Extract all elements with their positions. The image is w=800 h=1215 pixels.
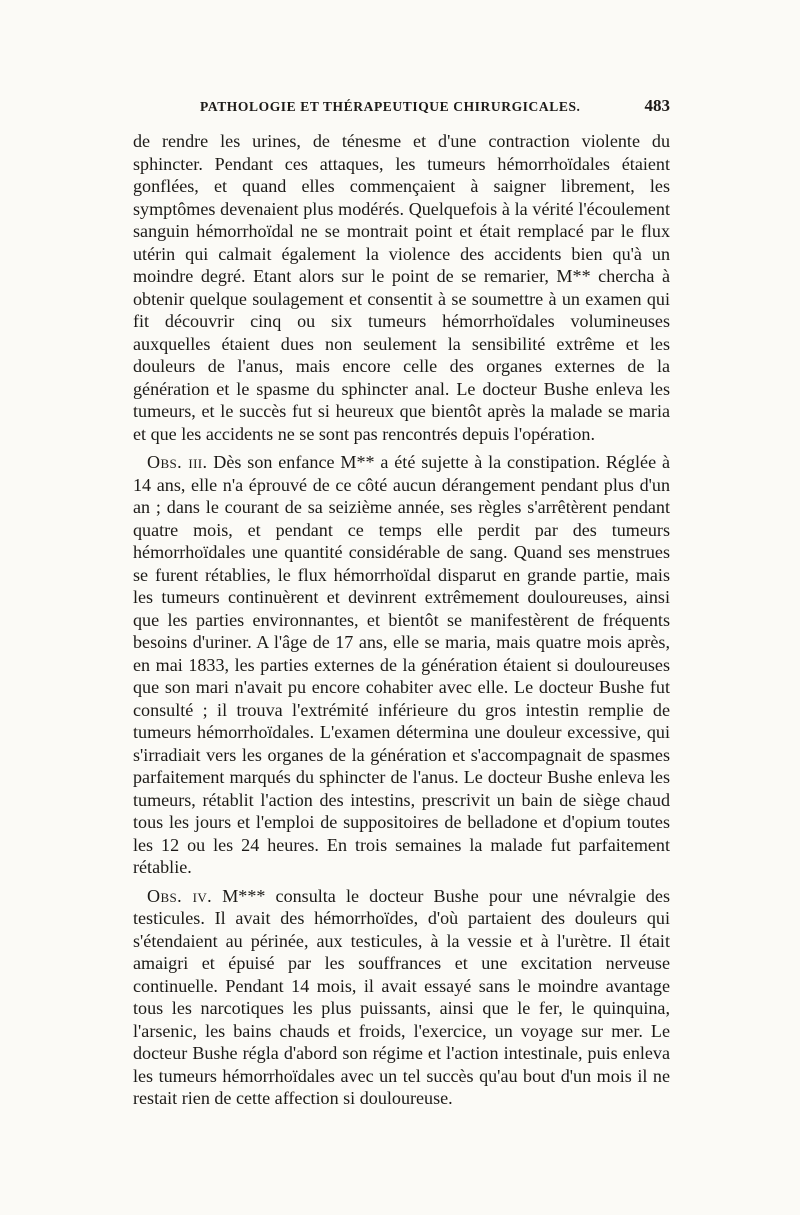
- page-number: 483: [644, 96, 670, 115]
- obs-4-label: Obs. iv.: [147, 885, 213, 906]
- obs-3-label: Obs. iii.: [147, 452, 208, 472]
- running-header: [200, 96, 670, 116]
- body-text: [133, 130, 670, 1110]
- paragraph-continuation: de rendre les urines, de ténesme et d'une contraction violente du sphincter. Pendant ces attaques, les tumeurs hémorrhoïdales étaient gonflées, et quand elles commençaient à saigner librement, les symptômes devenaient plus modérés. Quelquefois à la vérité l'écoulement sanguin hémorrhoïdal ne se montrait point et était remplacé par le flux utérin qui calmait également la violence des accidents bien qu'à un moindre degré. Etant alors sur le point de se remarier, M** chercha à obtenir quelque soulagement et consentit à se soumettre à un examen qui fit découvrir cinq ou six tumeurs hémorrhoïdales volumineuses auxquelles étaient dues non seulement la sensibilité extrême et les douleurs de l'anus, mais encore celle des organes externes de la génération et le spasme du sphincter anal. Le docteur Bushe enleva les tumeurs, et le succès fut si heureux que bientôt après la malade se maria et que les accidents ne se sont pas rencontrés depuis l'opération.: [133, 131, 670, 444]
- paragraph-obs-3: [133, 451, 670, 879]
- paragraph-obs-4: [133, 885, 670, 1110]
- obs-4-text: M*** consulta le docteur Bushe pour une névralgie des testicules. Il avait des hémorrhoïdes, d'où partaient des douleurs qui s'étendaient au périnée, aux testicules, à la vessie et à l'urètre. Il était amaigri et épuisé par les souffrances et une excitation nerveuse continuelle. Pendant 14 mois, il avait essayé sans le moindre avantage tous les narcotiques les plus puissants, ainsi que le fer, le quinquina, l'arsenic, les bains chauds et froids, l'exercice, un voyage sur mer. Le docteur Bushe régla d'abord son régime et l'action intestinale, puis enleva les tumeurs hémorrhoïdales avec un tel succès qu'au bout d'un mois il ne restait rien de cette affection si douloureuse.: [133, 885, 670, 1108]
- obs-3-text: Dès son enfance M** a été sujette à la constipation. Réglée à 14 ans, elle n'a éprouvé de ce côté aucun dérangement pendant plus d'un an ; dans le courant de sa seizième année, ses règles s'arrêtèrent pendant quatre mois, et pendant ce temps elle perdit par des tumeurs hémorrhoïdales une quantité considérable de sang. Quand ses menstrues se furent rétablies, le flux hémorrhoïdal disparut en grande partie, mais les tumeurs continuèrent et devinrent extrêmement douloureuses, ainsi que les parties environnantes, et bientôt se manifestèrent de fréquents besoins d'uriner. A l'âge de 17 ans, elle se maria, mais quatre mois après, en mai 1833, les parties externes de la génération étaient si douloureuses que son mari n'avait pu encore cohabiter avec elle. Le docteur Bushe fut consulté ; il trouva l'extrémité inférieure du gros intestin remplie de tumeurs hémorrhoïdales. L'examen détermina une douleur excessive, qui s'irradiait vers les organes de la génération et s'accompagnait de spasmes parfaitement marqués du sphincter de l'anus. Le docteur Bushe enleva les tumeurs, rétablit l'action des intestins, prescrivit un bain de siège chaud tous les jours et l'emploi de suppositoires de belladone et d'opium toutes les 12 ou les 24 heures. En trois semaines la malade fut parfaitement rétablie.: [133, 452, 670, 877]
- running-title: PATHOLOGIE ET THÉRAPEUTIQUE CHIRURGICALES.: [200, 99, 581, 114]
